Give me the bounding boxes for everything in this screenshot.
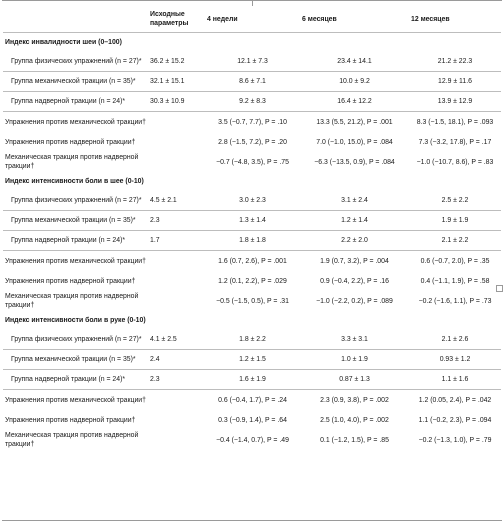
table-row [3,132,501,152]
cell-6-months: 0.1 (−1.2, 1.5), P = .85 [320,436,389,444]
cell-4-weeks: 1.8 ± 2.2 [205,330,300,350]
table-row [3,191,501,211]
cell-baseline [148,132,205,152]
table-row [3,211,501,231]
table-row [3,410,501,430]
cell-baseline: 4.5 ± 2.1 [148,191,205,211]
row-label: Группа механической тракции (n = 35)* [3,211,148,231]
cell-6-months: 3.3 ± 3.1 [300,330,409,350]
table-row [3,112,501,133]
cell-4-weeks: −0.5 (−1.5, 0.5), P = .31 [216,297,289,305]
cell-12-months: 2.1 ± 2.6 [409,330,501,350]
row-label: Механическая тракция против надверной тракции† [5,432,139,448]
cell-baseline: 1.7 [148,231,205,251]
cell-baseline: 4.1 ± 2.5 [148,330,205,350]
cell-12-months: −1.0 (−10.7, 8.6), P = .83 [416,158,494,166]
section-title: Индекс интенсивности боли в руке (0-10) [5,317,146,324]
cell-4-weeks: 9.2 ± 8.3 [205,92,300,112]
cell-baseline [148,291,205,311]
cell-6-months: 2.5 (1.0, 4.0), P = .002 [320,416,389,424]
section-header-row [3,172,501,191]
cell-4-weeks: 2.8 (−1.5, 7.2), P = .20 [218,138,287,146]
section-empty-cell [300,33,409,53]
cell-12-months: 1.1 ± 1.6 [409,370,501,390]
bottom-rule [2,520,502,521]
cell-4-weeks: 0.6 (−0.4, 1.7), P = .24 [218,396,287,404]
section-empty-cell [409,311,501,330]
cell-4-weeks: −0.7 (−4.8, 3.5), P = .75 [216,158,289,166]
row-label: Упражнения против механической тракции† [5,396,146,404]
cell-4-weeks: 1.3 ± 1.4 [205,211,300,231]
row-label: Группа физических упражнений (n = 27)* [3,52,148,72]
header-baseline: Исходные параметры [148,6,205,33]
cell-4-weeks: 3.5 (−0.7, 7.7), P = .10 [218,118,287,126]
cell-4-weeks: 1.2 (0.1, 2.2), P = .029 [218,277,287,285]
cell-6-months: 3.1 ± 2.4 [300,191,409,211]
section-empty-cell [409,33,501,53]
section-header-row [3,311,501,330]
cell-6-months: −1.0 (−2.2, 0.2), P = .089 [316,297,393,305]
cell-6-months: 10.0 ± 9.2 [300,72,409,92]
header-4-weeks: 4 недели [205,6,300,33]
cell-4-weeks: 12.1 ± 7.3 [205,52,300,72]
cell-12-months: 2.5 ± 2.2 [409,191,501,211]
cell-6-months: 16.4 ± 12.2 [300,92,409,112]
section-title: Индекс интенсивности боли в шее (0-10) [5,178,144,185]
cell-6-months: 2.2 ± 2.0 [300,231,409,251]
table-header-row [3,6,501,33]
table-row [3,92,501,112]
cell-6-months: 23.4 ± 14.1 [300,52,409,72]
cell-6-months: 1.0 ± 1.9 [300,350,409,370]
cell-4-weeks: 1.2 ± 1.5 [205,350,300,370]
cell-baseline: 36.2 ± 15.2 [148,52,205,72]
section-empty-cell [148,311,205,330]
table-row [3,231,501,251]
cell-12-months: 0.4 (−1.1, 1.9), P = .58 [420,277,490,285]
cell-baseline: 2.3 [148,370,205,390]
cell-baseline: 30.3 ± 10.9 [148,92,205,112]
cell-6-months: 1.2 ± 1.4 [300,211,409,231]
row-label: Группа надверной тракции (n = 24)* [3,370,148,390]
section-empty-cell [205,311,300,330]
cell-12-months: 1.9 ± 1.9 [409,211,501,231]
row-label: Упражнения против механической тракции† [5,257,146,265]
table-row [3,370,501,390]
cell-12-months: −0.2 (−1.3, 1.0), P = .79 [418,436,492,444]
cell-12-months: 2.1 ± 2.2 [409,231,501,251]
row-label: Механическая тракция против надверной тракции† [5,154,139,170]
cell-12-months: 7.3 (−3.2, 17.8), P = .17 [418,138,492,146]
cell-baseline [148,430,205,450]
cell-6-months: 7.0 (−1.0, 15.0), P = .084 [316,138,393,146]
cell-6-months: 0.9 (−0.4, 2.2), P = .16 [320,277,389,285]
section-empty-cell [205,172,300,191]
table-row [3,271,501,291]
row-label: Упражнения против надверной тракции† [5,416,136,424]
section-empty-cell [148,172,205,191]
cell-baseline [148,390,205,411]
row-label: Группа физических упражнений (n = 27)* [3,330,148,350]
cell-12-months: 13.9 ± 12.9 [409,92,501,112]
table-row [3,251,501,272]
section-title: Индекс инвалидности шеи (0–100) [5,39,122,46]
table-row [3,52,501,72]
cell-12-months: 0.6 (−0.7, 2.0), P = .35 [420,257,490,265]
table-row [3,291,501,311]
cell-6-months: 13.3 (5.5, 21.2), P = .001 [316,118,393,126]
cell-12-months: 0.93 ± 1.2 [409,350,501,370]
cell-4-weeks: 1.6 (0.7, 2.6), P = .001 [218,257,287,265]
row-label: Группа механической тракции (n = 35)* [3,350,148,370]
table-row [3,430,501,450]
cell-12-months: 12.9 ± 11.6 [409,72,501,92]
section-empty-cell [300,172,409,191]
row-label: Упражнения против надверной тракции† [5,138,136,146]
section-empty-cell [409,172,501,191]
cell-baseline: 32.1 ± 15.1 [148,72,205,92]
cell-4-weeks: 0.3 (−0.9, 1.4), P = .64 [218,416,287,424]
cell-baseline: 2.4 [148,350,205,370]
cell-baseline: 2.3 [148,211,205,231]
cell-baseline [148,112,205,133]
header-12-months: 12 месяцев [409,6,501,33]
cell-6-months: 0.87 ± 1.3 [300,370,409,390]
cell-12-months: 1.2 (0.05, 2.4), P = .042 [418,396,492,404]
cell-baseline [148,152,205,172]
cell-baseline [148,251,205,272]
cell-4-weeks: 1.8 ± 1.8 [205,231,300,251]
cell-6-months: 2.3 (0.9, 3.8), P = .002 [320,396,389,404]
cell-12-months: 8.3 (−1.5, 18.1), P = .093 [416,118,494,126]
cell-4-weeks: 8.6 ± 7.1 [205,72,300,92]
cell-4-weeks: 3.0 ± 2.3 [205,191,300,211]
section-empty-cell [300,311,409,330]
cell-6-months: 1.9 (0.7, 3.2), P = .004 [320,257,389,265]
section-header-row [3,33,501,53]
section-empty-cell [148,33,205,53]
table-row [3,390,501,411]
row-label: Группа надверной тракции (n = 24)* [3,231,148,251]
outcomes-table [3,6,501,450]
table-body [3,33,501,451]
table-row [3,72,501,92]
cell-4-weeks: 1.6 ± 1.9 [205,370,300,390]
row-label: Упражнения против механической тракции† [5,118,146,126]
cell-12-months: −0.2 (−1.6, 1.1), P = .73 [418,297,492,305]
table-row [3,152,501,172]
table-row [3,330,501,350]
header-6-months: 6 месяцев [300,6,409,33]
header-param [3,6,148,33]
row-label: Группа механической тракции (n = 35)* [3,72,148,92]
table-row [3,350,501,370]
row-label: Механическая тракция против надверной тракции† [5,293,139,309]
cell-12-months: 21.2 ± 22.3 [409,52,501,72]
row-label: Группа надверной тракции (n = 24)* [3,92,148,112]
row-label: Упражнения против надверной тракции† [5,277,136,285]
cell-baseline [148,271,205,291]
cell-12-months: 1.1 (−0.2, 2.3), P = .094 [418,416,492,424]
cell-baseline [148,410,205,430]
row-label: Группа физических упражнений (n = 27)* [3,191,148,211]
cell-6-months: −6.3 (−13.5, 0.9), P = .084 [314,158,395,166]
section-empty-cell [205,33,300,53]
cell-4-weeks: −0.4 (−1.4, 0.7), P = .49 [216,436,289,444]
